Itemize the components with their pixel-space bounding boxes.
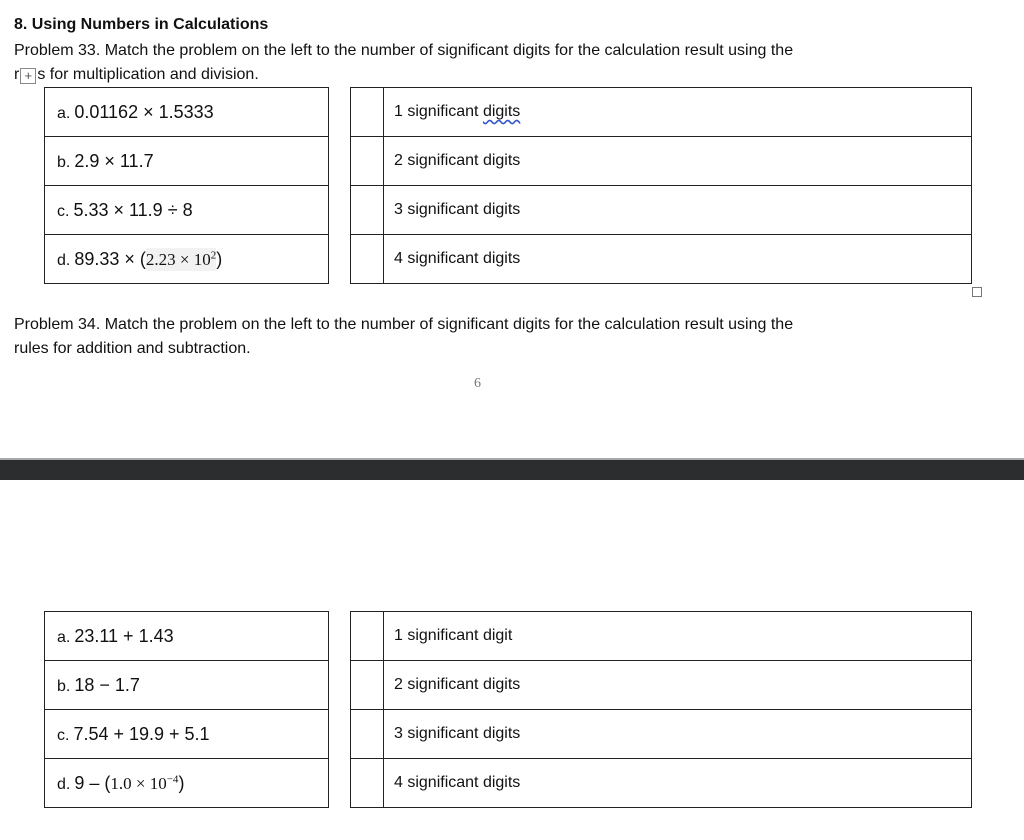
- table-row: [351, 612, 972, 661]
- answer-blank[interactable]: [351, 235, 384, 284]
- problem-33-answers-table: [350, 87, 972, 284]
- table-row: [351, 759, 972, 808]
- answer-option: 2 significant digits: [384, 661, 972, 710]
- table-row: [351, 88, 972, 137]
- problem-cell: a. 23.11 + 1.43: [45, 612, 329, 661]
- table-row: [45, 759, 329, 808]
- answer-blank[interactable]: [351, 710, 384, 759]
- table-row: [45, 710, 329, 759]
- problem-34-problems-table: [44, 611, 329, 808]
- answer-blank[interactable]: [351, 137, 384, 186]
- table-row: [45, 661, 329, 710]
- problem-cell: b. 2.9 × 11.7: [45, 137, 329, 186]
- move-icon[interactable]: +: [20, 68, 36, 84]
- problem-cell: d. $89.33 \times (2.23 \times 10^2)$: [45, 235, 329, 284]
- table-row: [351, 137, 972, 186]
- answer-option: 1 significant digits: [384, 88, 972, 137]
- answer-option: 2 significant digits: [384, 137, 972, 186]
- problem-cell: a. 0.01162 × 1.5333: [45, 88, 329, 137]
- problem-33-intro-line2: r + s for multiplication and division.: [14, 66, 259, 83]
- problem-34-answers-table: [350, 611, 972, 808]
- table-row: [45, 612, 329, 661]
- problem-cell: c. 7.54 + 19.9 + 5.1: [45, 710, 329, 759]
- table-row: [45, 88, 329, 137]
- answer-option: 3 significant digits: [384, 186, 972, 235]
- answer-option: 3 significant digits: [384, 710, 972, 759]
- problem-cell: d. $9 - (1.0 \times 10^{-4})$: [45, 759, 329, 808]
- answer-option: 4 significant digits: [384, 759, 972, 808]
- answer-blank[interactable]: [351, 661, 384, 710]
- problem-34-intro: [14, 313, 793, 361]
- problem-33-intro: [14, 39, 793, 87]
- answer-blank[interactable]: [351, 186, 384, 235]
- answer-blank[interactable]: [351, 612, 384, 661]
- problem-34-intro-line2: rules for addition and subtraction.: [14, 340, 251, 357]
- page-number: 6: [474, 376, 481, 391]
- table-row: [45, 186, 329, 235]
- table-row: [45, 137, 329, 186]
- equation-object: $2.23 \times 10^2$: [145, 248, 217, 269]
- answer-blank[interactable]: [351, 759, 384, 808]
- table-row: [351, 710, 972, 759]
- problem-34-intro-line1: Problem 34. Match the problem on the left to the number of significant digits for the calculation result using the: [14, 316, 794, 333]
- page-break: [0, 458, 1024, 480]
- section-title: 8. Using Numbers in Calculations: [14, 16, 269, 33]
- answer-option: 4 significant digits: [384, 235, 972, 284]
- equation-object: $1.0 \times 10^{-4}$: [110, 772, 179, 793]
- problem-33-problems-table: [44, 87, 329, 284]
- spellcheck-flag[interactable]: digits: [482, 103, 521, 120]
- answer-option: 1 significant digit: [384, 612, 972, 661]
- problem-cell: c. 5.33 × 11.9 ÷ 8: [45, 186, 329, 235]
- answer-blank[interactable]: [351, 88, 384, 137]
- table-row: [351, 661, 972, 710]
- table-row: [351, 235, 972, 284]
- problem-cell: b. 18 − 1.7: [45, 661, 329, 710]
- table-resize-handle[interactable]: [972, 287, 982, 297]
- problem-33-intro-line1: Problem 33. Match the problem on the left to the number of significant digits for the calculation result using the: [14, 42, 794, 59]
- table-row: [45, 235, 329, 284]
- table-row: [351, 186, 972, 235]
